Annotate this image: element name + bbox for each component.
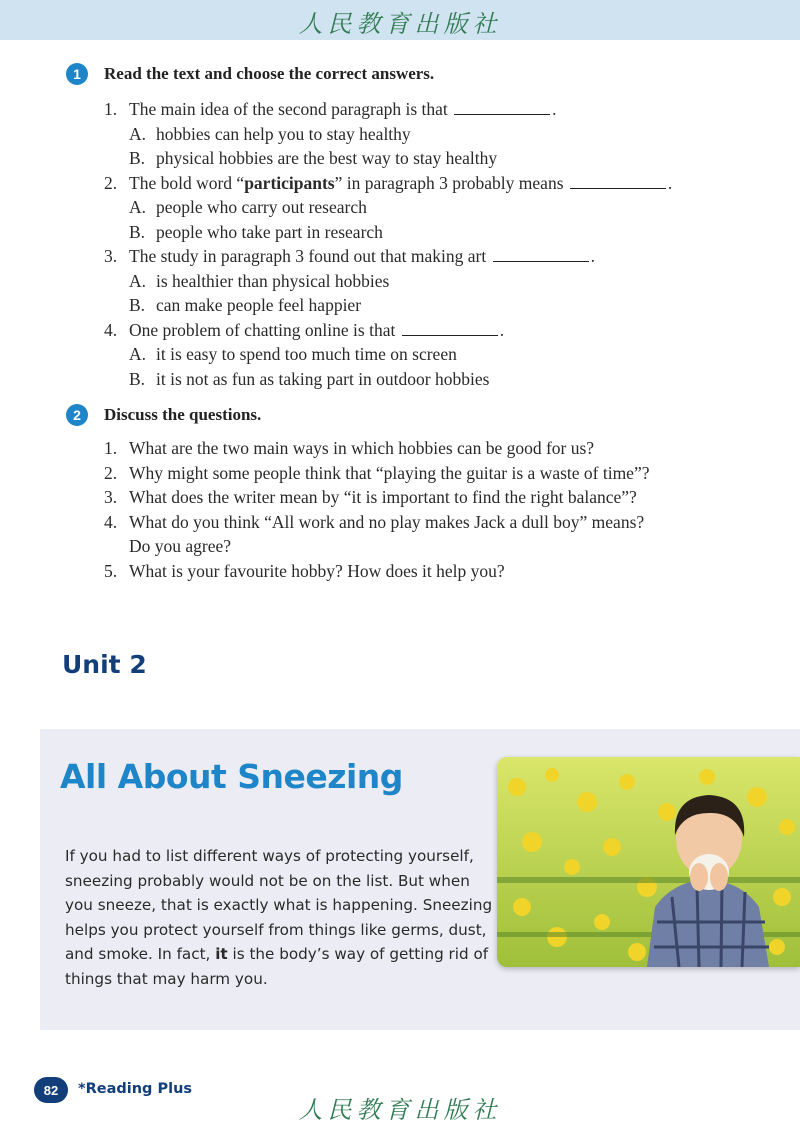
exercise-2-questions <box>104 436 724 583</box>
option-a: A. hobbies can help you to stay healthy <box>129 123 411 144</box>
discussion-question-4-continued: Do you agree? <box>129 536 232 556</box>
option-a: A. it is easy to spend too much time on screen <box>129 344 457 364</box>
answer-blank <box>402 320 498 336</box>
discussion-question-2: 2. Why might some people think that “playing the guitar is a waste of time”? <box>104 462 650 483</box>
exercise-1-questions <box>104 97 724 391</box>
question-2: 2. The bold word “participants” in paragraph 3 probably means . <box>104 172 673 193</box>
publisher-logo-bottom: 人民教育出版社 <box>298 1096 502 1124</box>
option-b: B. can make people feel happier <box>129 295 362 315</box>
publisher-logo-top: 人民教育出版社 <box>298 10 502 38</box>
article-title: All About Sneezing <box>60 757 403 796</box>
unit-title: Unit 2 <box>62 650 147 679</box>
answer-blank <box>454 99 550 115</box>
discussion-question-5: 5. What is your favourite hobby? How does it help you? <box>104 560 505 581</box>
answer-blank <box>570 173 666 189</box>
exercise-number-badge: 1 <box>66 63 88 85</box>
discussion-question-3: 3. What does the writer mean by “it is important to find the right balance”? <box>104 487 637 507</box>
discussion-question-4: 4. What do you think “All work and no play makes Jack a dull boy” means? <box>104 511 645 532</box>
option-b: B. physical hobbies are the best way to stay healthy <box>129 148 498 168</box>
question-4: 4. One problem of chatting online is that . <box>104 319 505 340</box>
exercise-number-badge: 2 <box>66 404 88 426</box>
exercise-1-heading <box>66 63 434 85</box>
article-body: If you had to list different ways of protecting yourself, sneezing probably would not be on the list. But when you sneeze, that is exactly what is happening. Sneezing helps you protect yourself from things like germs, dust, and smoke. In fact, it is the body’s way of getting rid of things that may harm you. <box>65 847 493 988</box>
exercise-title: Read the text and choose the correct answers. <box>104 64 435 83</box>
answer-blank <box>493 246 589 262</box>
page-number-badge: 82 <box>34 1077 68 1103</box>
exercise-2-heading <box>66 404 261 426</box>
question-1: 1. The main idea of the second paragraph is that . <box>104 99 557 119</box>
section-label: *Reading Plus <box>78 1081 193 1097</box>
sneezing-boy-photo <box>497 757 800 967</box>
option-b: B. people who take part in research <box>129 221 383 242</box>
option-a: A. is healthier than physical hobbies <box>129 270 390 291</box>
option-b: B. it is not as fun as taking part in outdoor hobbies <box>129 368 490 389</box>
question-3: 3. The study in paragraph 3 found out that making art . <box>104 246 595 266</box>
discussion-question-1: 1. What are the two main ways in which hobbies can be good for us? <box>104 438 595 458</box>
exercise-title: Discuss the questions. <box>104 405 262 424</box>
option-a: A. people who carry out research <box>129 197 367 217</box>
